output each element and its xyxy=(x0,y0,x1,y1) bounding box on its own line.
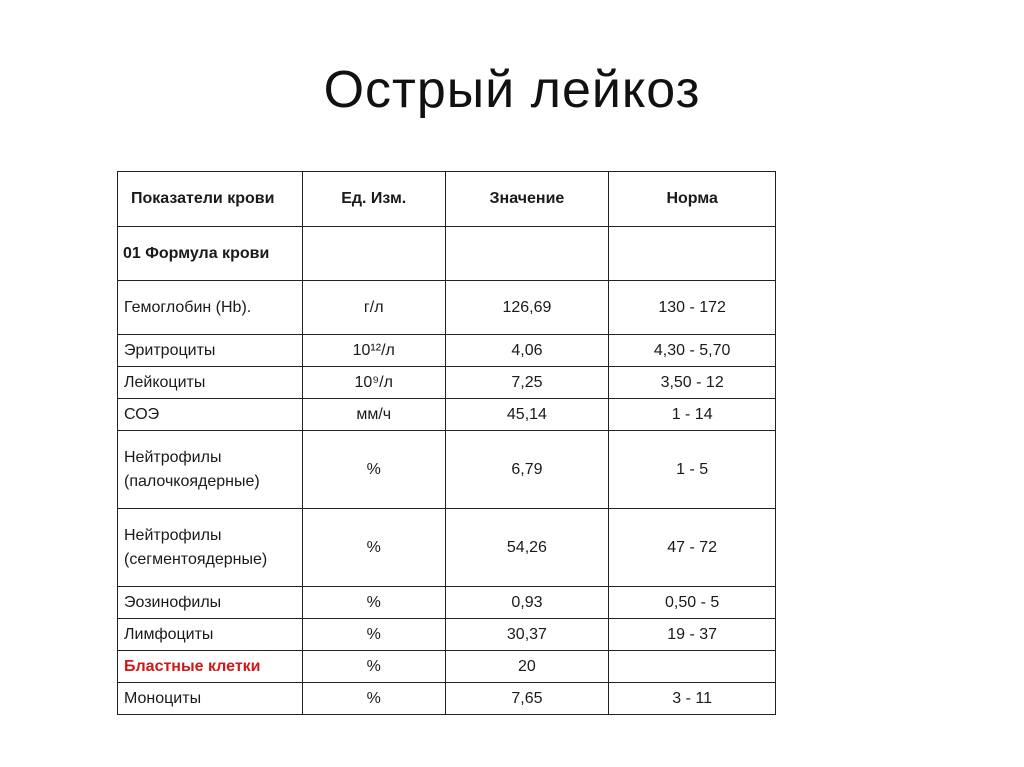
indicator-name: СОЭ xyxy=(118,399,303,431)
value-cell: 0,93 xyxy=(445,587,609,619)
value-cell: 20 xyxy=(445,651,609,683)
header-value: Значение xyxy=(445,172,609,227)
norm-cell xyxy=(609,651,776,683)
indicator-name xyxy=(118,431,303,509)
indicator-name: Гемоглобин (Hb). xyxy=(118,281,303,335)
indicator-name-line2: (сегментоядерные) xyxy=(124,550,268,568)
indicator-name-line1: Нейтрофилы xyxy=(124,526,222,544)
value-cell: 54,26 xyxy=(445,509,609,587)
indicator-name xyxy=(118,509,303,587)
unit-cell: 10¹²/л xyxy=(302,335,445,367)
norm-cell: 4,30 - 5,70 xyxy=(609,335,776,367)
header-norm: Норма xyxy=(609,172,776,227)
unit-cell: % xyxy=(302,619,445,651)
unit-cell: % xyxy=(302,651,445,683)
value-cell: 7,25 xyxy=(445,367,609,399)
table-row xyxy=(118,587,776,619)
header-unit: Ед. Изм. xyxy=(302,172,445,227)
table-row xyxy=(118,367,776,399)
table-row xyxy=(118,281,776,335)
norm-cell: 47 - 72 xyxy=(609,509,776,587)
unit-cell: % xyxy=(302,431,445,509)
indicator-name: Эритроциты xyxy=(118,335,303,367)
indicator-name: Эозинофилы xyxy=(118,587,303,619)
norm-cell: 3,50 - 12 xyxy=(609,367,776,399)
table-header-row xyxy=(118,172,776,227)
value-cell: 7,65 xyxy=(445,683,609,715)
value-cell: 4,06 xyxy=(445,335,609,367)
table-row xyxy=(118,431,776,509)
norm-cell: 0,50 - 5 xyxy=(609,587,776,619)
indicator-name: Лимфоциты xyxy=(118,619,303,651)
table-row xyxy=(118,683,776,715)
empty-cell xyxy=(302,227,445,281)
slide-title: Острый лейкоз xyxy=(323,61,701,119)
unit-cell: г/л xyxy=(302,281,445,335)
table-row xyxy=(118,619,776,651)
header-indicator: Показатели крови xyxy=(118,172,303,227)
norm-cell: 130 - 172 xyxy=(609,281,776,335)
value-cell: 45,14 xyxy=(445,399,609,431)
indicator-name-line2: (палочкоядерные) xyxy=(124,472,260,490)
table-row-highlight xyxy=(118,651,776,683)
indicator-name-highlight: Бластные клетки xyxy=(118,651,303,683)
unit-cell: 10⁹/л xyxy=(302,367,445,399)
blood-test-table xyxy=(117,171,776,715)
indicator-name: Лейкоциты xyxy=(118,367,303,399)
table-row xyxy=(118,509,776,587)
value-cell: 30,37 xyxy=(445,619,609,651)
table-row xyxy=(118,399,776,431)
unit-cell: % xyxy=(302,509,445,587)
value-cell: 6,79 xyxy=(445,431,609,509)
norm-cell: 19 - 37 xyxy=(609,619,776,651)
empty-cell xyxy=(609,227,776,281)
unit-cell: % xyxy=(302,683,445,715)
unit-cell: % xyxy=(302,587,445,619)
empty-cell xyxy=(445,227,609,281)
norm-cell: 1 - 5 xyxy=(609,431,776,509)
norm-cell: 1 - 14 xyxy=(609,399,776,431)
indicator-name-line1: Нейтрофилы xyxy=(124,448,222,466)
section-row xyxy=(118,227,776,281)
indicator-name: Моноциты xyxy=(118,683,303,715)
norm-cell: 3 - 11 xyxy=(609,683,776,715)
section-title: 01 Формула крови xyxy=(118,227,303,281)
table-row xyxy=(118,335,776,367)
unit-cell: мм/ч xyxy=(302,399,445,431)
value-cell: 126,69 xyxy=(445,281,609,335)
